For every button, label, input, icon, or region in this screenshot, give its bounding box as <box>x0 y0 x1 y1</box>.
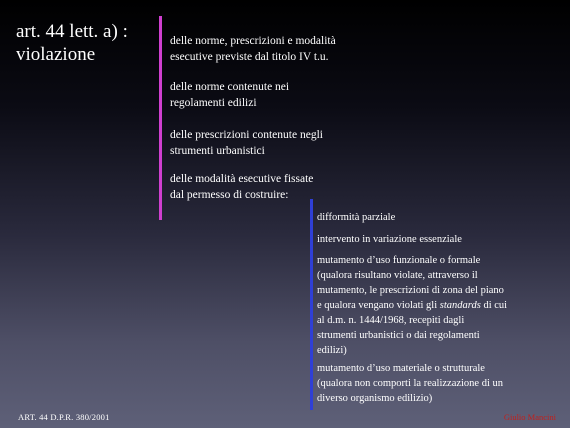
title-line-1: art. 44 lett. a) : <box>16 21 128 42</box>
sub-item-line: mutamento d’uso materiale o strutturale <box>317 363 485 374</box>
slide-title <box>16 20 156 66</box>
sub-item-line: diverso organismo edilizio) <box>317 393 433 404</box>
item-norme-titolo-iv <box>170 34 336 65</box>
sub-item-line: mutamento, le prescrizioni di zona del piano <box>317 285 504 296</box>
item-line: delle norme, prescrizioni e modalità <box>170 35 336 47</box>
item-line: delle modalità esecutive fissate <box>170 173 314 185</box>
item-line: esecutive previste dal titolo IV t.u. <box>170 50 329 63</box>
sub-item-mutamento-materiale <box>317 361 557 406</box>
sub-item-line: (qualora risultano violate, attraverso il <box>317 270 478 281</box>
sub-item-text: di cui <box>480 300 508 311</box>
item-line: delle norme contenute nei <box>170 81 290 93</box>
sub-item-line: edilizi) <box>317 345 347 356</box>
footer-source: ART. 44 D.P.R. 380/2001 <box>18 412 110 422</box>
sub-item-line: al d.m. n. 1444/1968, recepiti dagli <box>317 315 465 326</box>
item-line: dal permesso di costruire: <box>170 188 289 201</box>
pink-bracket-bar <box>159 16 162 220</box>
title-line-2: violazione <box>16 44 96 65</box>
sub-item-line: (qualora non comporti la realizzazione di un <box>317 378 504 389</box>
sub-item-line: strumenti urbanistici o dai regolamenti <box>317 330 480 341</box>
blue-bracket-bar <box>310 199 313 410</box>
item-line: strumenti urbanistici <box>170 144 265 157</box>
sub-item-text: e qualora vengano violati gli <box>317 300 440 311</box>
sub-item-variazione-essenziale <box>317 232 557 247</box>
sub-item-line: mutamento d’uso funzionale o formale <box>317 255 481 266</box>
standards-term: standards <box>439 300 481 311</box>
sub-item-mutamento-funzionale <box>317 253 557 358</box>
item-regolamenti-edilizi <box>170 80 289 111</box>
item-line: delle prescrizioni contenute negli <box>170 129 323 141</box>
sub-item-difformita-parziale <box>317 210 557 225</box>
sub-item-line: intervento in variazione essenziale <box>317 234 462 245</box>
item-line: regolamenti edilizi <box>170 96 257 109</box>
sub-item-line <box>317 298 557 313</box>
footer-author: Giulio Mancini <box>503 412 556 422</box>
sub-item-line: difformità parziale <box>317 212 396 223</box>
item-strumenti-urbanistici <box>170 128 323 159</box>
item-permesso-di-costruire <box>170 172 313 203</box>
